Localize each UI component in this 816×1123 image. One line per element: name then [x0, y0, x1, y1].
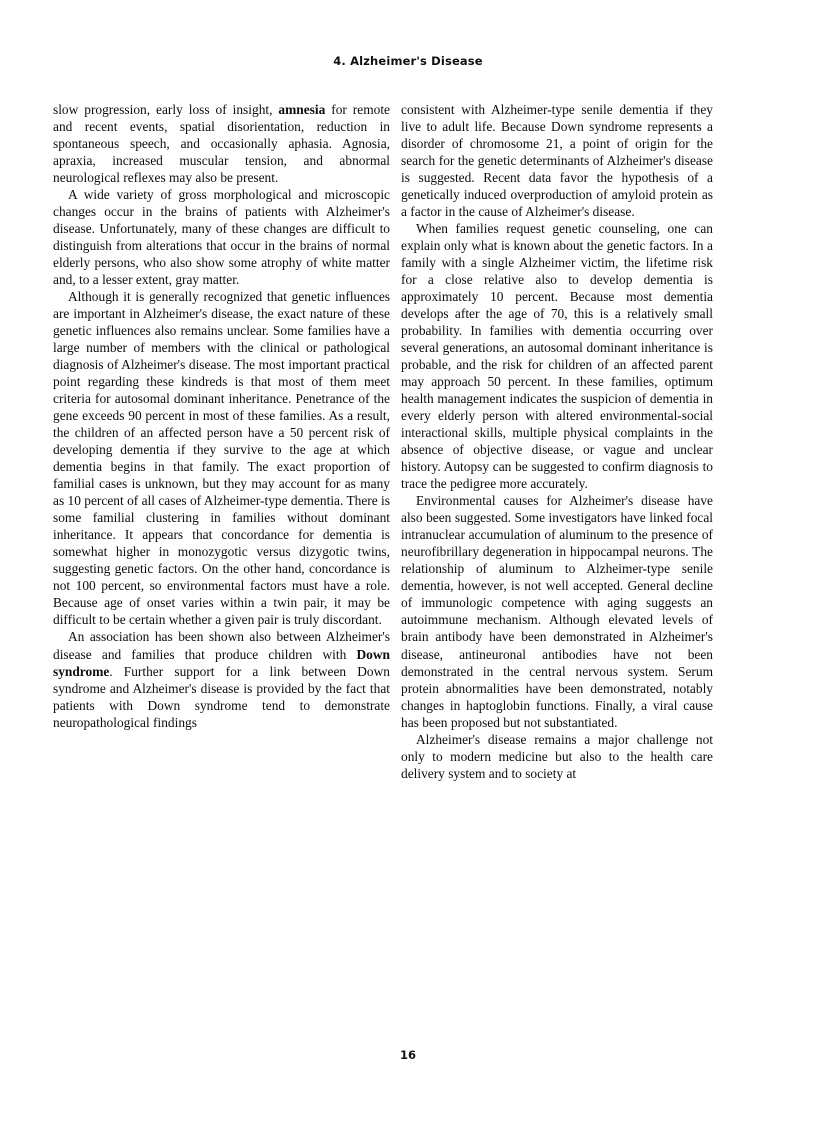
paragraph: A wide variety of gross morphological and microscopic changes occur in the brains of patients with Alzheimer's disease. Unfortunately, many of these changes are difficult to distinguish from alterations that occur in the brains of normal elderly persons, who also show some atrophy of white matter and, to a lesser extent, gray matter. — [53, 187, 390, 288]
paragraph-text: . Further support for a link between Down syndrome and Alzheimer's disease is provided by the fact that patients with Down syndrome tend to demonstrate neuropathological findings — [53, 663, 390, 730]
paragraph: Environmental causes for Alzheimer's disease have also been suggested. Some investigators have linked focal intranuclear accumulation of aluminum to the presence of neurofibrillary degeneration in hippocampal neurons. The relationship of aluminum to Alzheimer-type senile dementia, however, is not well accepted. General decline of immunologic competence with aging suggests an autoimmune mechanism. Although elevated levels of brain antibody have been demonstrated in Alzheimer's disease, antineuronal antibodies have not been demonstrated in the central nervous system. Serum protein abnormalities have been demonstrated, notably changes in haptoglobin functions. Finally, a viral cause has been proposed but not substantiated. — [401, 493, 713, 730]
paragraph: Although it is generally recognized that genetic influences are important in Alzheimer's disease, the exact nature of these genetic influences also remains unclear. Some families have a large number of members with the clinical or pathological diagnosis of Alzheimer's disease. The most important practical point regarding these kindreds is that most of them meet criteria for autosomal dominant inheritance. Penetrance of the gene exceeds 90 percent in most of these families. As a result, the children of an affected person have a 50 percent risk of developing dementia if they survive to the age at which dementia begins in that family. The exact proportion of familial cases is unknown, but they may account for as many as 10 percent of all cases of Alzheimer-type dementia. There is some familial clustering in families without dominant inheritance. It appears that concordance for dementia is somewhat higher in monozygotic versus dizygotic twins, suggesting genetic factors. On the other hand, concordance is not 100 percent, so environmental factors must have a role. Because age of onset varies within a twin pair, it may be difficult to be certain whether a given pair is truly discordant. — [53, 289, 390, 628]
page-number: 16 — [399, 1048, 416, 1062]
paragraph — [53, 628, 390, 730]
right-column — [401, 101, 713, 1036]
body-columns — [53, 101, 713, 1036]
bold-term-down-syndrome: Down syndrome — [53, 646, 390, 679]
paragraph: consistent with Alzheimer-type senile dementia if they live to adult life. Because Down syndrome represents a disorder of chromosome 21, a point of origin for the search for the genetic determinants of Alzheimer's disease is suggested. Recent data favor the hypothesis of a genetically induced overproduction of amyloid protein as a factor in the cause of Alzheimer's disease. — [401, 102, 713, 220]
paragraph — [53, 101, 390, 186]
bold-term-amnesia: amnesia — [278, 102, 326, 117]
left-column — [53, 101, 390, 1036]
paragraph-text: for remote and recent events, spatial disorientation, reduction in spontaneous speech, and occasionally aphasia. Agnosia, apraxia, increased muscular tension, and abnormal neurological reflexes may also be present. — [53, 102, 390, 186]
paragraph: When families request genetic counseling, one can explain only what is known about the genetic factors. In a family with a single Alzheimer victim, the lifetime risk for a close relative also to develop dementia is approximately 10 percent. Because most dementia develops after the age of 70, this is a relatively small probability. In families with dementia occurring over several generations, an autosomal dominant inheritance is probable, and the risk for children of an affected parent may approach 50 percent. In these families, optimum health management indicates the suspicion of dementia in every elderly person with altered environmental-social interactional skills, multiple physical complaints in the absence of objective disease, or vague and unclear history. Autopsy can be suggested to confirm diagnosis to trace the pedigree more accurately. — [401, 221, 713, 492]
running-head: 4. Alzheimer's Disease — [333, 54, 483, 68]
paragraph-text: slow progression, early loss of insight, — [53, 102, 279, 117]
paragraph-text: An association has been shown also between Alzheimer's disease and families that produce children with — [53, 629, 390, 662]
paragraph: Alzheimer's disease remains a major challenge not only to modern medicine but also to the health care delivery system and to society at — [401, 731, 713, 781]
